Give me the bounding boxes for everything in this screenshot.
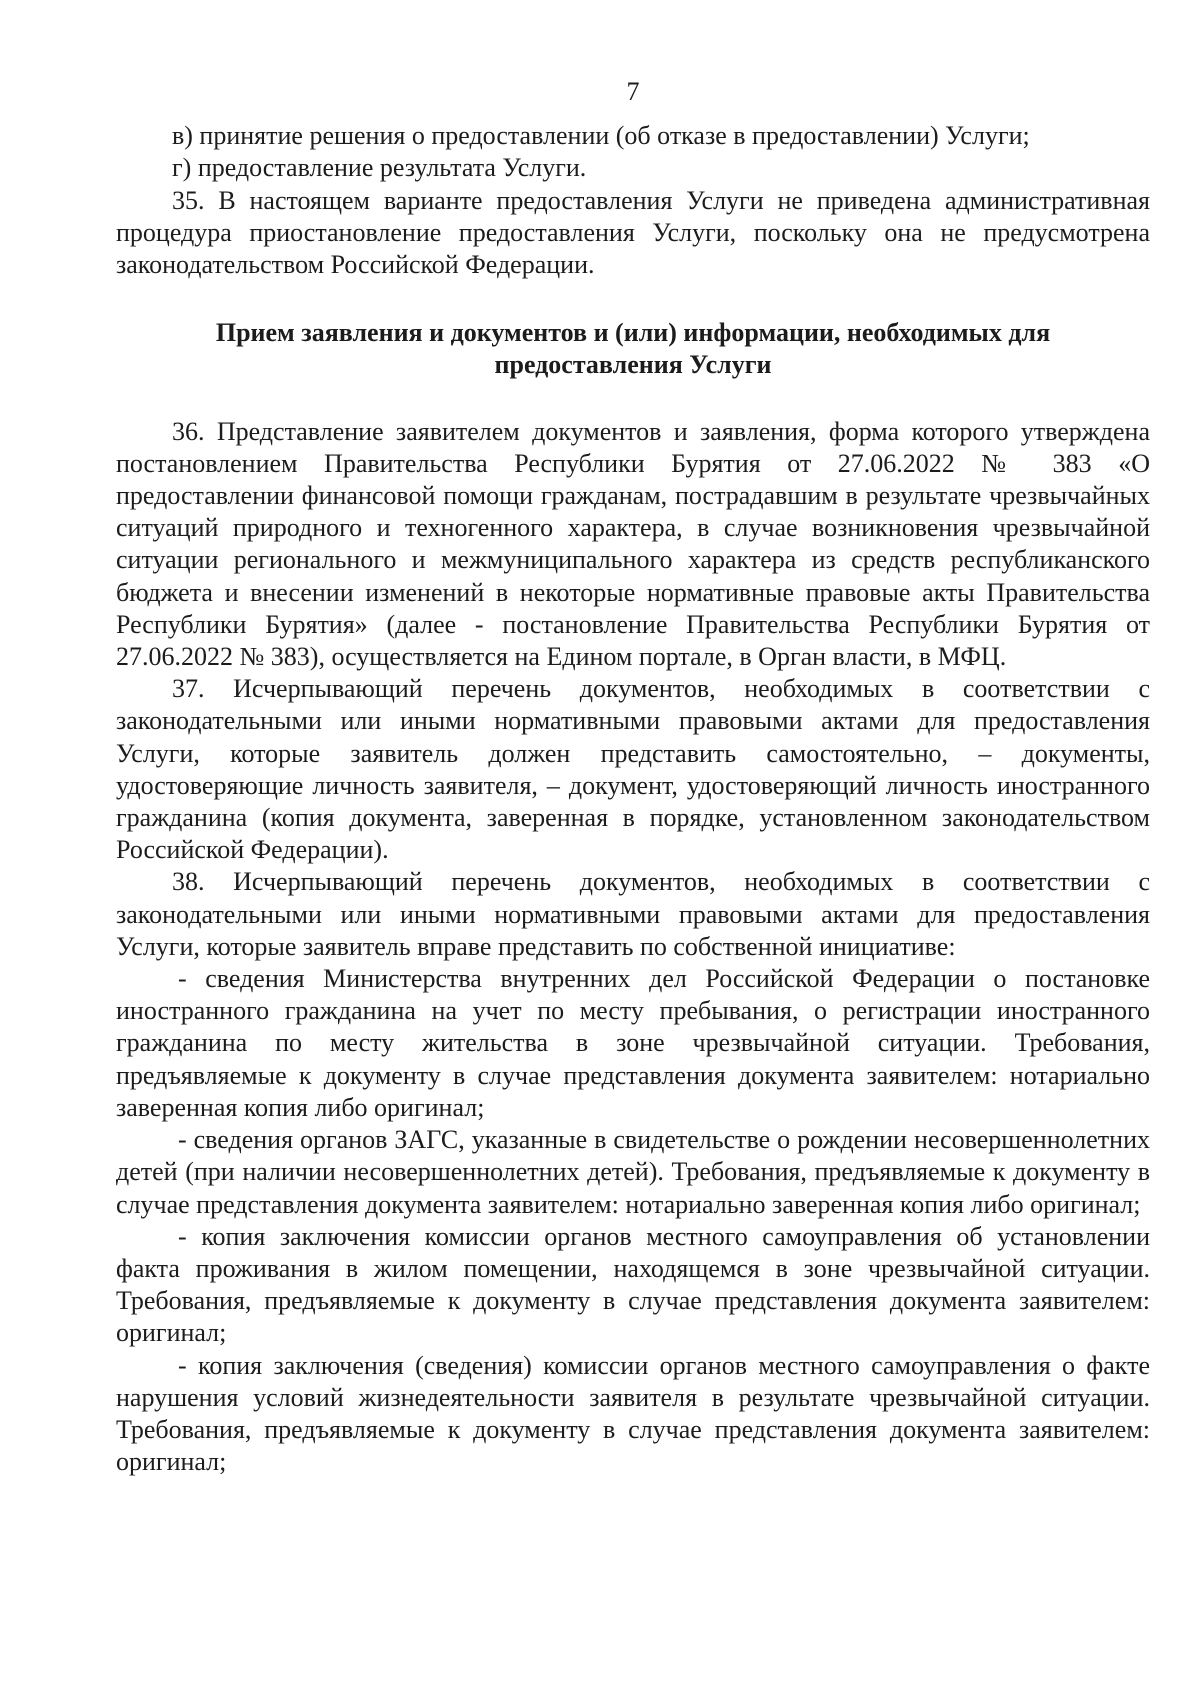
section-heading: Прием заявления и документов и (или) информации, необходимых для предоставления Услуги <box>215 318 1051 380</box>
paragraph-37: 37. Исчерпывающий перечень документов, необходимых в соответствии с законодательными или иными нормативными правовыми актами для предоставления Услуги, которые заявитель должен представить самостоятельно, – документы, удостоверяющие личность заявителя, – документ, удостоверяющий личность иностранного гражданина (копия документа, заверенная в порядке, установленном законодательством Российской Федерации). <box>116 674 1150 865</box>
paragraph-36: 36. Представление заявителем документов и заявления, форма которого утверждена постановлением Правительства Республики Бурятия от 27.06.2022 № 383 «О предоставлении финансовой помощи гражданам, пострадавшим в результате чрезвычайных ситуаций природного и техногенного характера, в случае возникновения чрезвычайной ситуации регионального и межмуниципального характера из средств республиканского бюджета и внесении изменений в некоторые нормативные правовые акты Правительства Республики Бурятия» (далее - постановление Правительства Республики Бурятия от 27.06.2022 № 383), осуществляется на Едином портале, в Орган власти, в МФЦ. <box>116 416 1150 672</box>
paragraph-list-item-g: г) предоставление результата Услуги. <box>172 153 587 183</box>
bullet-living-conditions-conclusion: - копия заключения (сведения) комиссии органов местного самоуправления о факте нарушения условий жизнедеятельности заявителя в результате чрезвычайной ситуации. Требования, предъявляемые к документу в случае представления документа заявителем: оригинал; <box>116 1350 1150 1477</box>
bullet-zags-info: - сведения органов ЗАГС, указанные в свидетельстве о рождении несовершеннолетних детей (при наличии несовершеннолетних детей). Требования, предъявляемые к документу в случае представления документа заявителем: нотариально заверенная копия либо оригинал; <box>116 1125 1150 1219</box>
page-number: 7 <box>626 77 640 106</box>
bullet-mvd-info: - сведения Министерства внутренних дел Российской Федерации о постановке иностранного гражданина на учет по месту пребывания, о регистрации иностранного гражданина по месту жительства в зоне чрезвычайной ситуации. Требования, предъявляемые к документу в случае представления документа заявителем: нотариально заверенная копия либо оригинал; <box>116 964 1150 1122</box>
paragraph-35: 35. В настоящем варианте предоставления Услуги не приведена административная процедура приостановление предоставления Услуги, поскольку она не предусмотрена законодательством Российской Федерации. <box>116 185 1150 280</box>
bullet-residence-conclusion: - копия заключения комиссии органов местного самоуправления об установлении факта проживания в жилом помещении, находящемся в зоне чрезвычайной ситуации. Требования, предъявляемые к документу в случае представления документа заявителем: оригинал; <box>116 1221 1150 1348</box>
paragraph-38: 38. Исчерпывающий перечень документов, необходимых в соответствии с законодательными или иными нормативными правовыми актами для предоставления Услуги, которые заявитель вправе представить по собственной инициативе: <box>116 867 1150 961</box>
paragraph-list-item-v: в) принятие решения о предоставлении (об отказе в предоставлении) Услуги; <box>172 121 1030 151</box>
